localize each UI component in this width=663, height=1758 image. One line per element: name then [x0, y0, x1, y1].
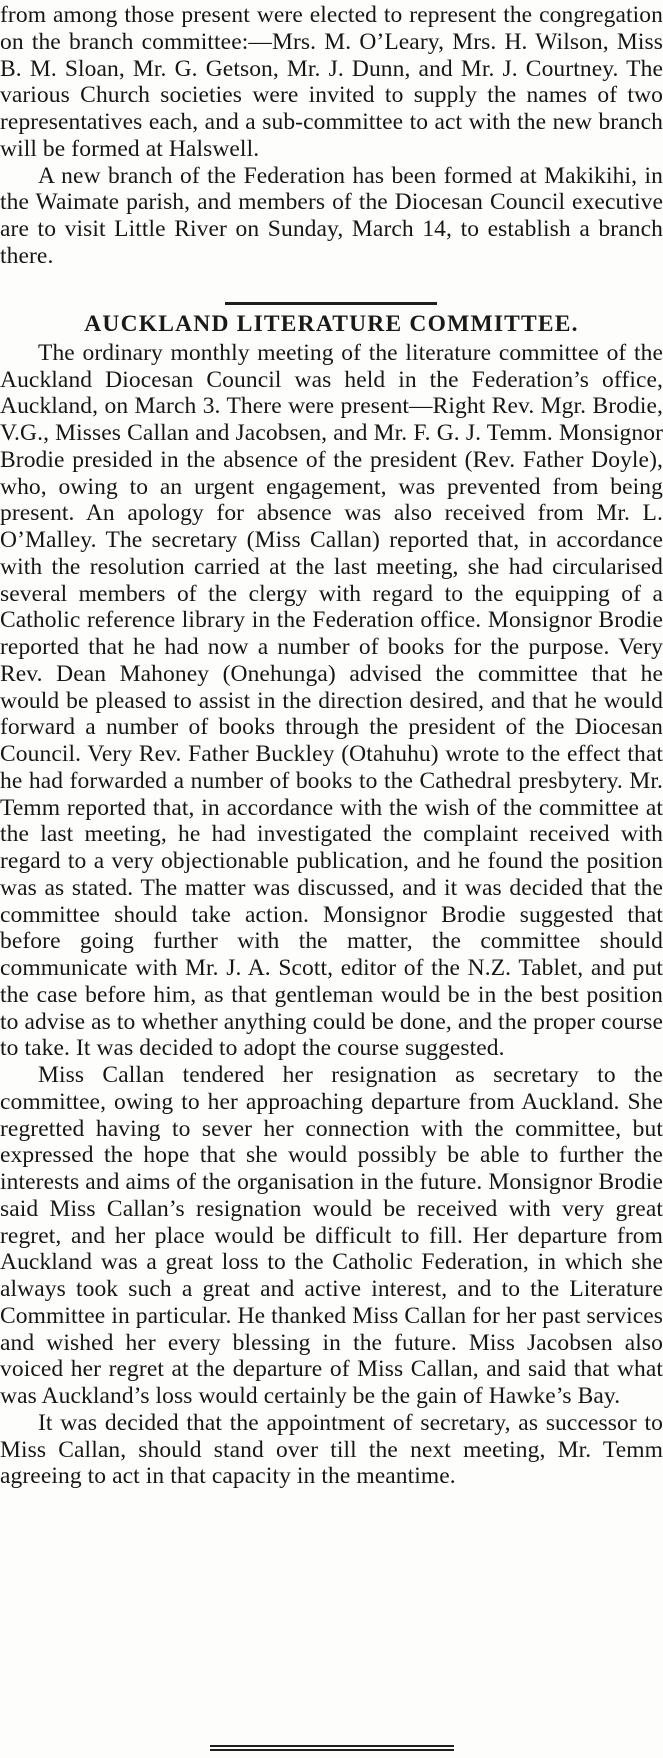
- body-paragraph-3: It was decided that the appointment of secretary, as successor to Miss Callan, should stand over till the next meeting, Mr. Temm agreeing to act in that capacity in the meantime.: [0, 1409, 663, 1490]
- section-heading: AUCKLAND LITERATURE COMMITTEE.: [84, 311, 579, 337]
- intro-block: [0, 2, 663, 270]
- body-paragraph-1: The ordinary monthly meeting of the literature committee of the Auckland Diocesan Council was held in the Federation’s office, Auckland, on March 3. There were present—Right Rev. Mgr. Brodie, V.G., Misses Callan and Jacobsen, and Mr. F. G. J. Temm. Monsignor Brodie presided in the absence of the president (Rev. Father Doyle), who, owing to an urgent engagement, was prevented from being present. An apology for absence was also received from Mr. L. O’Malley. The secretary (Miss Callan) reported that, in accordance with the resolution carried at the last meeting, she had circularised several members of the clergy with regard to the equipping of a Catholic reference library in the Federation office. Monsignor Brodie reported that he had now a number of books for the purpose. Very Rev. Dean Mahoney (Onehunga) advised the committee that he would be pleased to assist in the direction desired, and that he would forward a number of books through the president of the Diocesan Council. Very Rev. Father Buckley (Otahuhu) wrote to the effect that he had forwarded a number of books to the Cathedral presbytery. Mr. Temm reported that, in accordance with the wish of the committee at the last meeting, he had investigated the complaint received with regard to a very objectionable publication, and he found the position was as stated. The matter was discussed, and it was decided that the committee should take action. Monsignor Brodie suggested that before going further with the matter, the committee should communicate with Mr. J. A. Scott, editor of the N.Z. Tablet, and put the case before him, as that gentleman would be in the best position to advise as to whether anything could be done, and the proper course to take. It was decided to adopt the course suggested.: [0, 339, 663, 1062]
- section-block: [0, 311, 663, 1490]
- section-divider-rule: [225, 302, 437, 305]
- intro-paragraph-2: A new branch of the Federation has been formed at Makikihi, in the Waimate parish, and members of the Diocesan Council executive are to visit Little River on Sunday, March 14, to establish a branch there.: [0, 162, 663, 269]
- body-paragraph-2: Miss Callan tendered her resignation as secretary to the committee, owing to her approaching departure from Auckland. She regretted having to sever her connection with the committee, but expressed the hope that she would possibly be able to further the interests and aims of the organisation in the future. Monsignor Brodie said Miss Callan’s resignation would be received with very great regret, and her place would be difficult to fill. Her departure from Auckland was a great loss to the Catholic Federation, in which she always took such a great and active interest, and to the Literature Committee in particular. He thanked Miss Callan for her past services and wished her every blessing in the future. Miss Jacobsen also voiced her regret at the departure of Miss Callan, and said that what was Auckland’s loss would certainly be the gain of Hawke’s Bay.: [0, 1062, 663, 1409]
- intro-paragraph-1: from among those present were elected to represent the congregation on the branch committee:—Mrs. M. O’Leary, Mrs. H. Wilson, Miss B. M. Sloan, Mr. G. Getson, Mr. J. Dunn, and Mr. J. Courtney. The various Church societies were invited to supply the names of two representatives each, and a sub-committee to act with the new branch will be formed at Halswell.: [0, 2, 663, 162]
- end-divider-rule: [210, 1745, 454, 1751]
